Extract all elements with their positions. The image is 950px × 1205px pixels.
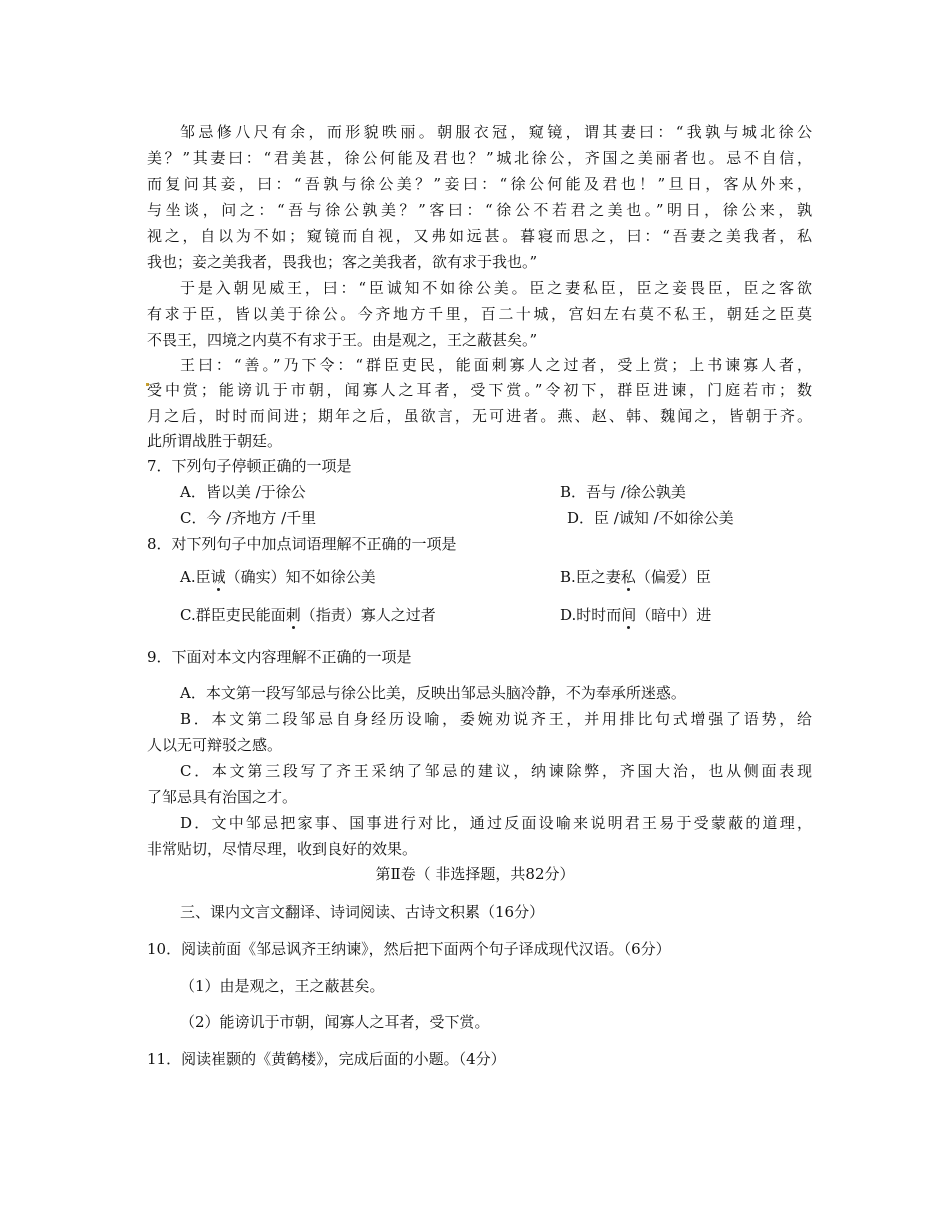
passage-line: 王曰：“善。”乃下令：“群臣吏民，能面刺寡人之过者，受上赏；上书谏寡人者， <box>180 356 812 374</box>
emphasis-dotted-word: 私 <box>620 568 636 586</box>
passage-line: 有求于臣，皆以美于徐公。今齐地方千里，百二十城，宫妇左右莫不私王，朝廷之臣莫 <box>147 305 812 323</box>
emphasis-dotted-word: 刺 <box>285 606 301 624</box>
question-9-option-a: A．本文第一段写邹忌与徐公比美，反映出邹忌头脑冷静，不为奉承所迷惑。 <box>180 684 686 702</box>
question-7-stem: 7．下列句子停顿正确的一项是 <box>147 457 352 475</box>
passage-line: 视之，自以为不如；窥镜而自视，又弗如远甚。暮寝而思之，曰：“吾妻之美我者，私 <box>147 227 812 245</box>
question-8-stem: 8．对下列句子中加点词语理解不正确的一项是 <box>147 535 457 553</box>
passage-line: 不畏王，四境之内莫不有求于王。由是观之，王之蔽甚矣。” <box>147 331 538 349</box>
question-9-option-d: D．文中邹忌把家事、国事进行对比，通过反面设喻来说明君王易于受蒙蔽的道理， <box>180 814 812 832</box>
question-9-stem: 9．下面对本文内容理解不正确的一项是 <box>147 648 412 666</box>
question-8-option-c: C.群臣吏民能面刺（指责）寡人之过者 <box>180 606 436 624</box>
question-10-stem: 10．阅读前面《邹忌讽齐王纳谏》，然后把下面两个句子译成现代汉语。（6分） <box>147 940 671 958</box>
passage-line: 受中赏；能谤讥于市朝，闻寡人之耳者，受下赏。”令初下，群臣进谏，门庭若市；数 <box>147 381 812 399</box>
question-9-option-b: B．本文第二段邹忌自身经历设喻，委婉劝说齐王，并用排比句式增强了语势，给 <box>180 710 812 728</box>
question-10-sentence-1: （1）由是观之，王之蔽甚矣。 <box>180 977 385 995</box>
question-9-option-c-cont: 了邹忌具有治国之才。 <box>147 788 298 806</box>
question-7-option-c: C．今 /齐地方 /千里 <box>180 509 317 527</box>
question-9-option-d-cont: 非常贴切，尽情尽理，收到良好的效果。 <box>147 840 418 858</box>
question-8-option-d: D.时时而间（暗中）进 <box>560 606 712 624</box>
question-8-option-b: B.臣之妻私（偏爱）臣 <box>560 568 711 586</box>
question-7-option-a: A．皆以美 /于徐公 <box>180 483 306 501</box>
question-9-option-c: C．本文第三段写了齐王采纳了邹忌的建议，纳谏除弊，齐国大治，也从侧面表现 <box>180 762 812 780</box>
question-9-option-b-cont: 人以无可辩驳之感。 <box>147 736 283 754</box>
question-8-option-a: A.臣诚（确实）知不如徐公美 <box>180 568 376 586</box>
passage-line: 邹忌修八尺有余，而形貌昳丽。朝服衣冠，窥镜，谓其妻曰：“我孰与城北徐公 <box>180 123 812 141</box>
passage-line: 美？”其妻曰：“君美甚，徐公何能及君也？”城北徐公，齐国之美丽者也。忌不自信， <box>147 149 812 167</box>
passage-line: 而复问其妾，曰：“吾孰与徐公美？”妾曰：“徐公何能及君也！”旦日，客从外来， <box>147 175 812 193</box>
part-heading: 三、课内文言文翻译、诗词阅读、古诗文积累（16分） <box>180 903 545 921</box>
passage-line: 于是入朝见威王，曰：“臣诚知不如徐公美。臣之妻私臣，臣之妾畏臣，臣之客欲 <box>180 279 812 297</box>
emphasis-dotted-word: 间 <box>621 606 637 624</box>
section-title: 第Ⅱ卷（ 非选择题，共82分） <box>375 865 575 883</box>
passage-line: 与坐谈，问之：“吾与徐公孰美？”客曰：“徐公不若君之美也。”明日，徐公来，孰 <box>147 201 812 219</box>
passage-line: 月之后，时时而间进；期年之后，虽欲言，无可进者。燕、赵、韩、魏闻之，皆朝于齐。 <box>147 407 812 425</box>
emphasis-dotted-word: 诚 <box>210 568 226 586</box>
passage-line: 我也；妾之美我者，畏我也；客之美我者，欲有求于我也。” <box>147 253 538 271</box>
question-7-option-b: B．吾与 /徐公孰美 <box>560 483 686 501</box>
question-7-option-d: D．臣 /诚知 /不如徐公美 <box>567 509 734 527</box>
question-11-stem: 11．阅读崔颢的《黄鹤楼》，完成后面的小题。（4分） <box>147 1050 506 1068</box>
question-10-sentence-2: （2）能谤讥于市朝，闻寡人之耳者，受下赏。 <box>180 1013 490 1031</box>
passage-line: 此所谓战胜于朝廷。 <box>147 432 283 450</box>
